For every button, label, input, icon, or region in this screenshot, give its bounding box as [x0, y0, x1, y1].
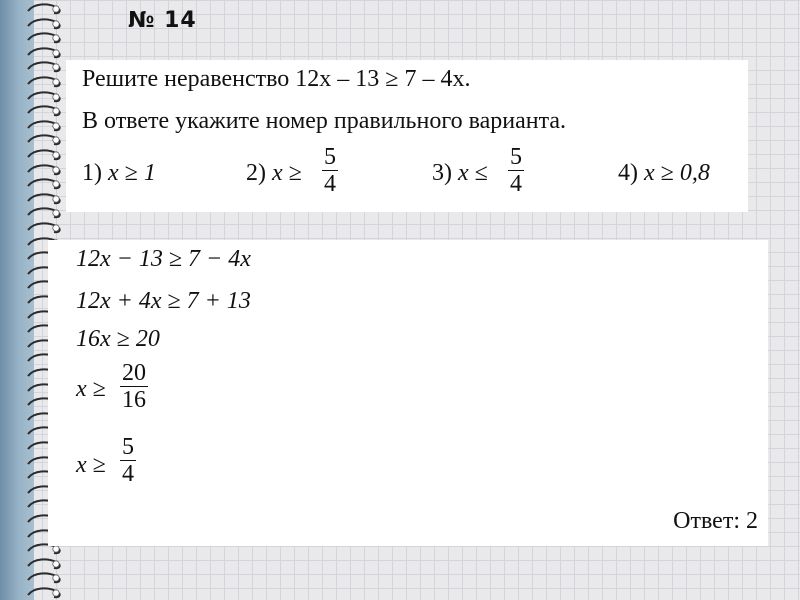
spiral-ring-icon	[26, 571, 64, 584]
spiral-ring-icon	[26, 60, 64, 73]
solution-step-4-numerator: 20	[122, 360, 146, 386]
option-3-fraction	[508, 144, 524, 197]
spiral-ring-icon	[26, 104, 64, 117]
spiral-ring-icon	[26, 148, 64, 161]
spiral-ring-icon	[26, 31, 64, 44]
spiral-ring-icon	[26, 17, 64, 30]
solution-step-4-denominator: 16	[122, 387, 146, 413]
spiral-ring-icon	[26, 2, 64, 15]
option-2-numerator: 5	[324, 144, 336, 170]
spiral-ring-icon	[26, 90, 64, 103]
spiral-ring-icon	[26, 119, 64, 132]
option-3-numerator: 5	[510, 144, 522, 170]
solution-step-1: 12x − 13 ≥ 7 − 4x	[76, 246, 251, 272]
option-3	[432, 160, 488, 187]
solution-step-2: 12x + 4x ≥ 7 + 13	[76, 288, 251, 314]
option-2-text: x ≥	[272, 160, 302, 186]
solution-step-5-numerator: 5	[122, 434, 134, 460]
option-4	[618, 160, 710, 187]
task-statement: Решите неравенство 12x – 13 ≥ 7 – 4x.	[82, 66, 471, 92]
solution-step-3: 16x ≥ 20	[76, 326, 160, 352]
option-2-denominator: 4	[324, 171, 336, 197]
spiral-ring-icon	[26, 163, 64, 176]
solution-step-5-fraction	[120, 434, 136, 487]
solution-step-5-denominator: 4	[122, 461, 134, 487]
solution-step-5-prefix: x ≥	[76, 452, 106, 478]
option-3-denominator: 4	[510, 171, 522, 197]
spiral-ring-icon	[26, 221, 64, 234]
option-3-label: 3)	[432, 160, 452, 186]
spiral-ring-icon	[26, 557, 64, 570]
spiral-ring-icon	[26, 586, 64, 599]
option-4-label: 4)	[618, 160, 638, 186]
option-1-text: x ≥ 1	[108, 160, 156, 186]
task-card	[66, 60, 748, 212]
spiral-ring-icon	[26, 46, 64, 59]
spiral-ring-icon	[26, 75, 64, 88]
spiral-ring-icon	[26, 133, 64, 146]
spiral-ring-icon	[26, 177, 64, 190]
spiral-ring-icon	[26, 206, 64, 219]
answer-text: Ответ: 2	[673, 508, 758, 534]
solution-card	[48, 240, 768, 546]
spiral-ring-icon	[26, 192, 64, 205]
solution-step-4-fraction	[120, 360, 148, 413]
option-3-text: x ≤	[458, 160, 488, 186]
option-1	[82, 160, 156, 187]
slide-number: № 14	[128, 8, 197, 33]
option-1-label: 1)	[82, 160, 102, 186]
option-2	[246, 160, 302, 187]
solution-step-4-prefix: x ≥	[76, 376, 106, 402]
option-4-text: x ≥ 0,8	[644, 160, 710, 186]
option-2-label: 2)	[246, 160, 266, 186]
option-2-fraction	[322, 144, 338, 197]
task-instruction: В ответе укажите номер правильного варианта.	[82, 108, 567, 134]
